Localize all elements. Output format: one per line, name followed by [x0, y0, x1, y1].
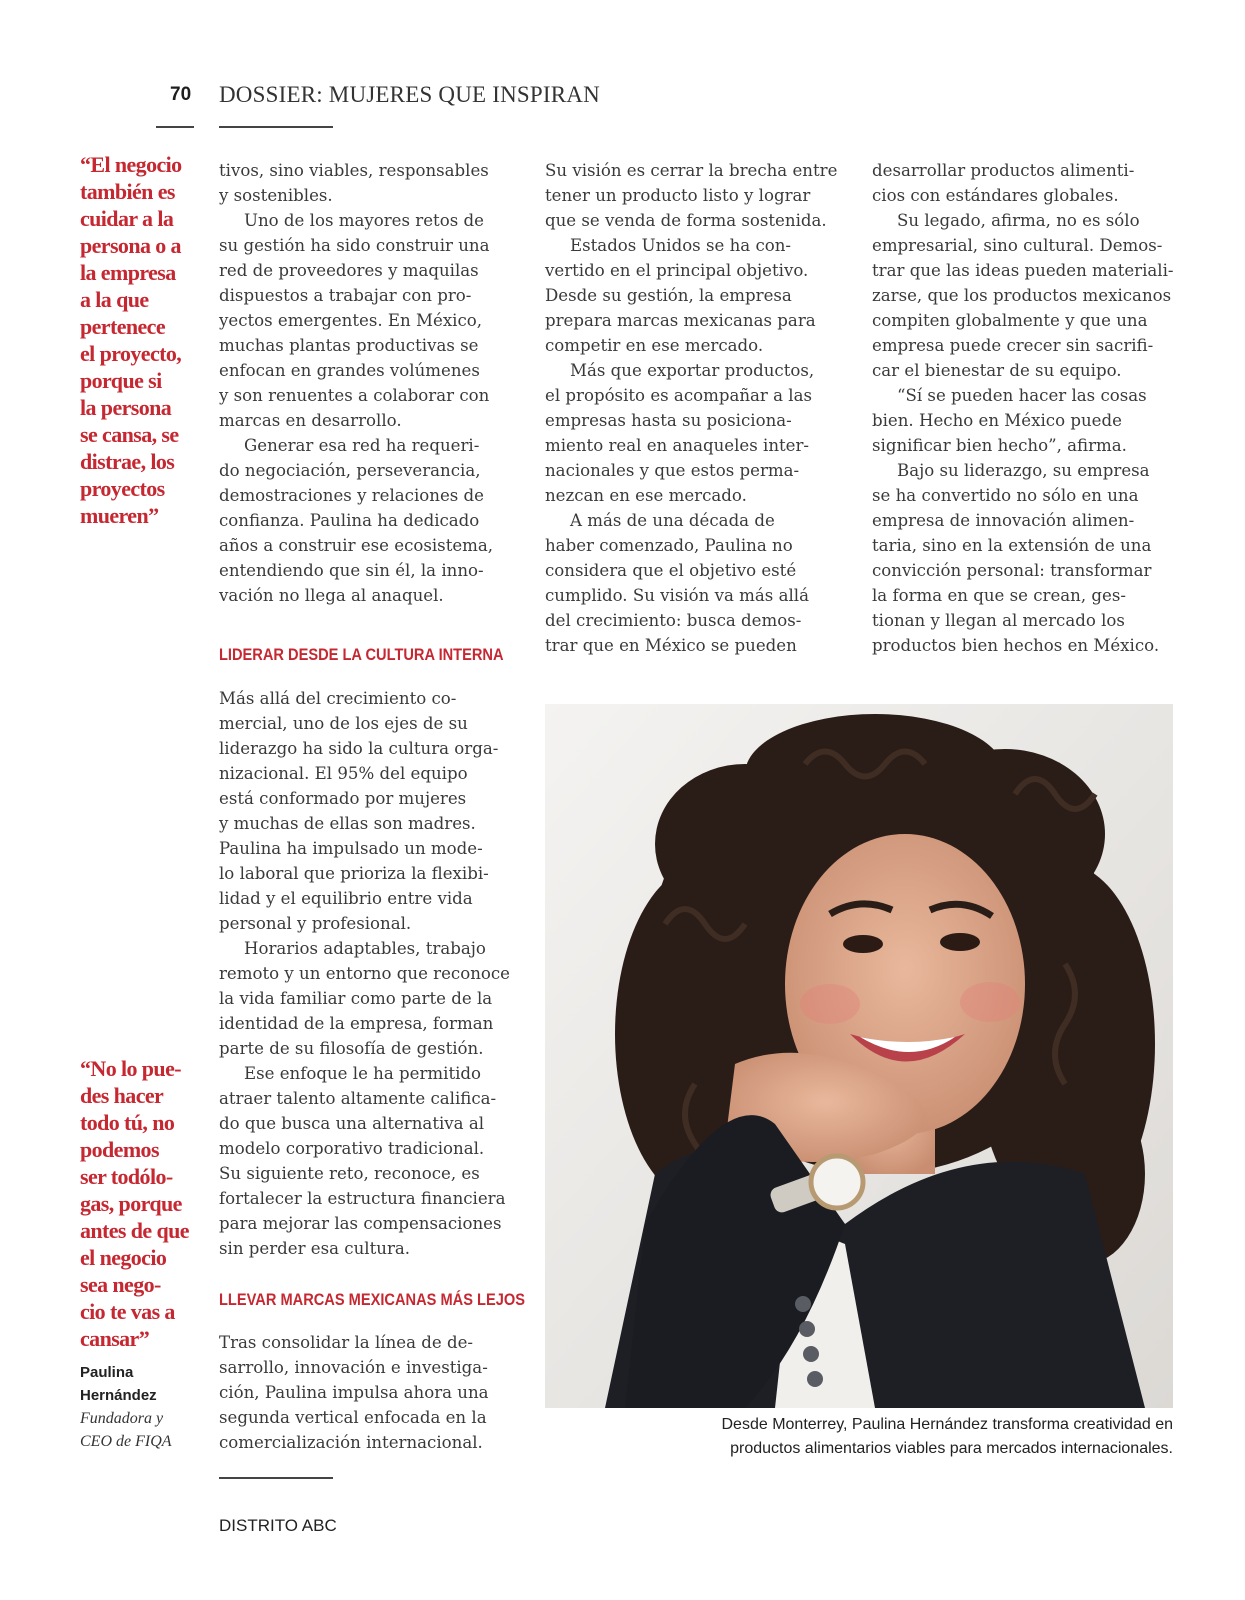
text-line: vertido en el principal objetivo. — [545, 261, 809, 280]
text-line: nezcan en ese mercado. — [545, 486, 747, 505]
text-line: considera que el objetivo esté — [545, 561, 797, 580]
text-line: trar que en México se pueden — [545, 636, 797, 655]
text-line: red de proveedores y maquilas — [219, 261, 479, 280]
text-line: se ha convertido no sólo en una — [872, 486, 1139, 505]
text-line: bien. Hecho en México puede — [872, 411, 1122, 430]
footer-brand: DISTRITO ABC — [219, 1516, 337, 1535]
text-line: tener un producto listo y lograr — [545, 186, 811, 205]
text-line: Más que exportar productos, — [570, 361, 815, 380]
text-line: Paulina ha impulsado un mode- — [219, 839, 483, 858]
text-line: empresas hasta su posiciona- — [545, 411, 792, 430]
quote-line: la empresa — [80, 260, 176, 285]
author-name-line: Paulina — [80, 1364, 134, 1381]
quote-line: gas, porque — [80, 1191, 182, 1216]
text-line: desarrollar productos alimenti- — [872, 161, 1135, 180]
text-line: competir en ese mercado. — [545, 336, 764, 355]
text-line: demostraciones y relaciones de — [219, 486, 484, 505]
pull-quote-2 — [80, 1055, 189, 1352]
text-line: modelo corporativo tradicional. — [219, 1139, 485, 1158]
text-line: car el bienestar de su equipo. — [872, 361, 1122, 380]
quote-line: cio te vas a — [80, 1299, 175, 1324]
quote-line: podemos — [80, 1137, 159, 1162]
text-line: Bajo su liderazgo, su empresa — [897, 461, 1150, 480]
text-line: zarse, que los productos mexicanos — [872, 286, 1172, 305]
text-line: Su legado, afirma, no es sólo — [897, 211, 1140, 230]
text-line: marcas en desarrollo. — [219, 411, 402, 430]
text-line: liderazgo ha sido la cultura orga- — [219, 739, 499, 758]
quote-line: el negocio — [80, 1245, 167, 1270]
text-line: Uno de los mayores retos de — [244, 211, 484, 230]
quote-line: mueren” — [80, 503, 159, 528]
text-line: empresa de innovación alimen- — [872, 511, 1135, 530]
text-line: la forma en que se crean, ges- — [872, 586, 1126, 605]
text-line: empresarial, sino cultural. Demos- — [872, 236, 1163, 255]
quote-attribution — [80, 1361, 172, 1453]
pull-quote-1 — [80, 151, 182, 529]
section-title: DOSSIER: MUJERES QUE INSPIRAN — [219, 82, 600, 107]
author-role-line: Fundadora y — [80, 1410, 164, 1427]
text-line: Generar esa red ha requeri- — [244, 436, 480, 455]
text-line: Estados Unidos se ha con- — [570, 236, 792, 255]
caption-line: Desde Monterrey, Paulina Hernández transforma creatividad en — [721, 1416, 1173, 1433]
column-1-bottom — [219, 1330, 489, 1455]
text-line: tivos, sino viables, responsables — [219, 161, 489, 180]
text-line: nizacional. El 95% del equipo — [219, 764, 468, 783]
quote-line: la persona — [80, 395, 172, 420]
text-line: nacionales y que estos perma- — [545, 461, 800, 480]
quote-line: persona o a — [80, 233, 181, 258]
text-line: confianza. Paulina ha dedicado — [219, 511, 480, 530]
text-line: productos bien hechos en México. — [872, 636, 1160, 655]
text-line: significar bien hecho”, afirma. — [872, 436, 1127, 455]
text-line: A más de una década de — [570, 511, 775, 530]
text-line: prepara marcas mexicanas para — [545, 311, 816, 330]
text-line: lidad y el equilibrio entre vida — [219, 889, 473, 908]
column-2 — [545, 158, 837, 658]
text-line: Tras consolidar la línea de de- — [219, 1333, 474, 1352]
text-line: enfocan en grandes volúmenes — [219, 361, 480, 380]
quote-line: “No lo pue- — [80, 1056, 181, 1081]
text-line: tionan y llegan al mercado los — [872, 611, 1125, 630]
text-line: comercialización internacional. — [219, 1433, 483, 1452]
text-line: Horarios adaptables, trabajo — [244, 939, 486, 958]
text-line: remoto y un entorno que reconoce — [219, 964, 510, 983]
text-line: “Sí se pueden hacer las cosas — [897, 386, 1147, 405]
text-line: Desde su gestión, la empresa — [545, 286, 792, 305]
portrait-illustration — [545, 704, 1173, 1408]
quote-line: el proyecto, — [80, 341, 182, 366]
text-line: do negociación, perseverancia, — [219, 461, 481, 480]
quote-line: proyectos — [80, 476, 165, 501]
column-1-middle — [219, 686, 510, 1261]
quote-line: distrae, los — [80, 449, 175, 474]
text-line: atraer talento altamente califica- — [219, 1089, 497, 1108]
footer-rule — [219, 1477, 333, 1479]
quote-line: “El negocio — [80, 152, 182, 177]
column-3 — [872, 158, 1174, 658]
page-number: 70 — [170, 84, 192, 105]
text-line: do que busca una alternativa al — [219, 1114, 485, 1133]
quote-line: porque si — [80, 368, 162, 393]
text-line: el propósito es acompañar a las — [545, 386, 813, 405]
text-line: taria, sino en la extensión de una — [872, 536, 1152, 555]
text-line: compiten globalmente y que una — [872, 311, 1148, 330]
subhead-brands: LLEVAR MARCAS MEXICANAS MÁS LEJOS — [219, 1290, 525, 1309]
text-line: sarrollo, innovación e investiga- — [219, 1358, 488, 1377]
text-line: mercial, uno de los ejes de su — [219, 714, 468, 733]
text-line: su gestión ha sido construir una — [219, 236, 490, 255]
text-line: cios con estándares globales. — [872, 186, 1119, 205]
quote-line: se cansa, se — [80, 422, 179, 447]
column-1-top — [219, 158, 493, 608]
text-line: y son renuentes a colaborar con — [219, 386, 490, 405]
quote-line: antes de que — [80, 1218, 189, 1243]
text-line: y muchas de ellas son madres. — [219, 814, 476, 833]
text-line: del crecimiento: busca demos- — [545, 611, 802, 630]
header-rule-left — [156, 126, 194, 128]
text-line: fortalecer la estructura financiera — [219, 1189, 506, 1208]
quote-line: ser todólo- — [80, 1164, 173, 1189]
quote-line: pertenece — [80, 314, 165, 339]
quote-line: des hacer — [80, 1083, 164, 1108]
text-line: yectos emergentes. En México, — [219, 311, 483, 330]
text-line: sin perder esa cultura. — [219, 1239, 411, 1258]
text-line: Más allá del crecimiento co- — [219, 689, 457, 708]
text-line: para mejorar las compensaciones — [219, 1214, 502, 1233]
text-line: lo laboral que prioriza la flexibi- — [219, 864, 489, 883]
portrait-photo — [545, 704, 1173, 1408]
text-line: segunda vertical enfocada en la — [219, 1408, 487, 1427]
quote-line: sea nego- — [80, 1272, 161, 1297]
text-line: convicción personal: transformar — [872, 561, 1152, 580]
text-line: entendiendo que sin él, la inno- — [219, 561, 484, 580]
text-line: vación no llega al anaquel. — [219, 586, 444, 605]
author-role-line: CEO de FIQA — [80, 1433, 172, 1450]
text-line: Ese enfoque le ha permitido — [244, 1064, 482, 1083]
text-line: personal y profesional. — [219, 914, 412, 933]
text-line: muchas plantas productivas se — [219, 336, 479, 355]
caption-line: productos alimentarios viables para mercados internacionales. — [730, 1440, 1173, 1457]
quote-line: cansar” — [80, 1326, 150, 1351]
quote-line: también es — [80, 179, 175, 204]
text-line: cumplido. Su visión va más allá — [545, 586, 809, 605]
header-rule-right — [219, 126, 333, 128]
text-line: que se venda de forma sostenida. — [545, 211, 827, 230]
text-line: la vida familiar como parte de la — [219, 989, 493, 1008]
text-line: Su siguiente reto, reconoce, es — [219, 1164, 480, 1183]
text-line: identidad de la empresa, forman — [219, 1014, 494, 1033]
quote-line: cuidar a la — [80, 206, 174, 231]
text-line: parte de su filosofía de gestión. — [219, 1039, 484, 1058]
text-line: y sostenibles. — [219, 186, 333, 205]
text-line: años a construir ese ecosistema, — [219, 536, 494, 555]
photo-caption — [722, 1413, 1174, 1461]
text-line: Su visión es cerrar la brecha entre — [545, 161, 838, 180]
author-name-line: Hernández — [80, 1387, 157, 1404]
text-line: dispuestos a trabajar con pro- — [219, 286, 472, 305]
quote-line: a la que — [80, 287, 149, 312]
text-line: empresa puede crecer sin sacrifi- — [872, 336, 1154, 355]
text-line: haber comenzado, Paulina no — [545, 536, 793, 555]
text-line: está conformado por mujeres — [219, 789, 467, 808]
text-line: miento real en anaqueles inter- — [545, 436, 810, 455]
subhead-culture: LIDERAR DESDE LA CULTURA INTERNA — [219, 645, 504, 664]
text-line: trar que las ideas pueden materiali- — [872, 261, 1174, 280]
quote-line: todo tú, no — [80, 1110, 175, 1135]
text-line: ción, Paulina impulsa ahora una — [219, 1383, 489, 1402]
